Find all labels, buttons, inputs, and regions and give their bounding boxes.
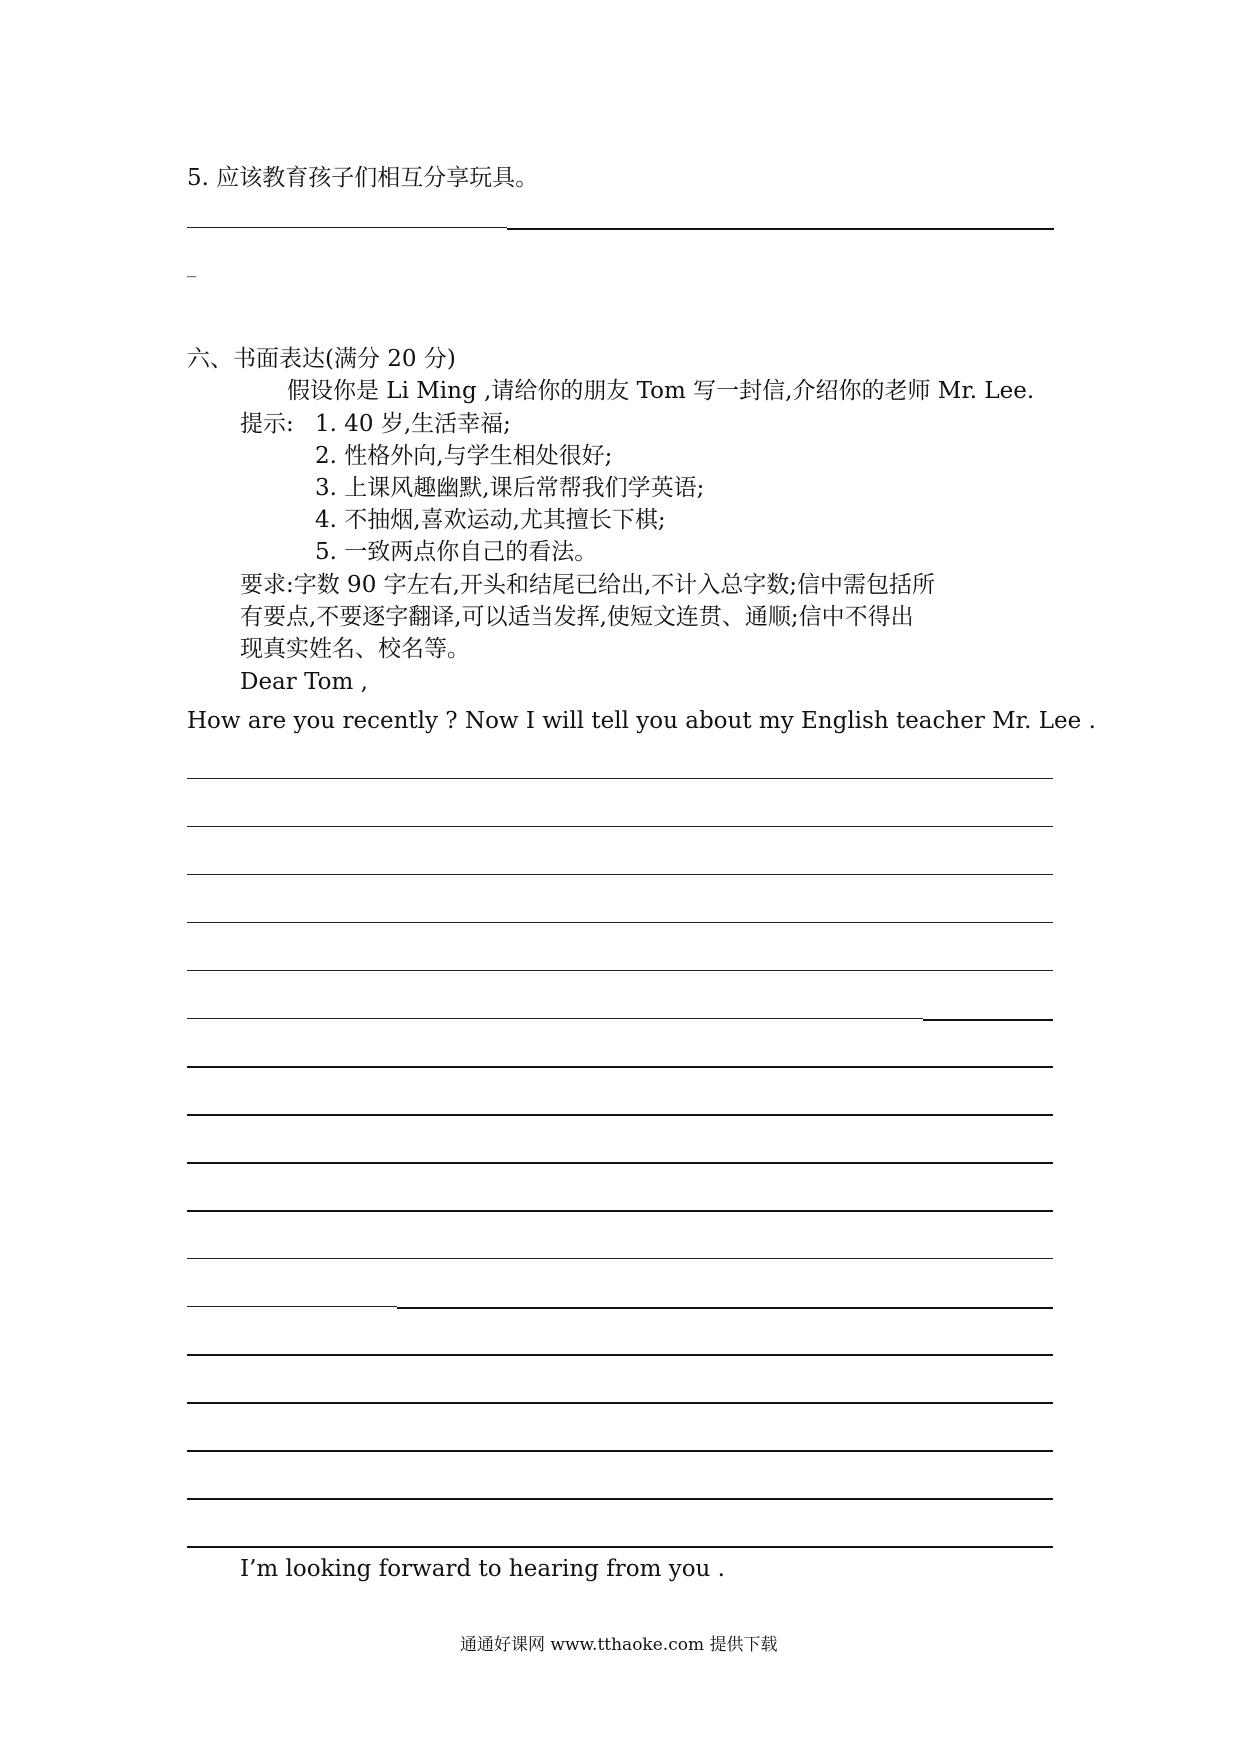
writing-line [187, 970, 1053, 971]
writing-line [187, 1354, 1053, 1356]
writing-line [187, 922, 1053, 923]
writing-line [187, 1162, 1053, 1164]
hint-1: 1. 40 岁,生活幸福; [315, 411, 511, 437]
writing-line [187, 1258, 1053, 1259]
writing-line [187, 1018, 923, 1019]
writing-line-segment [397, 1307, 1053, 1309]
item-5 [187, 163, 538, 193]
writing-line [187, 874, 1053, 875]
section-heading: 六、书面表达(满分 20 分) [187, 346, 456, 372]
answer-line-5b [507, 228, 1054, 230]
requirements-line-2: 有要点,不要逐字翻译,可以适当发挥,使短文连贯、通顺;信中不得出 [240, 604, 914, 630]
hint-5: 5. 一致两点你自己的看法。 [315, 539, 598, 565]
answer-line-5a [187, 227, 507, 228]
writing-line [187, 1498, 1053, 1500]
closing-sentence: I’m looking forward to hearing from you . [240, 1556, 725, 1582]
hints-label: 提示: [240, 411, 294, 437]
writing-line [187, 1306, 397, 1307]
writing-line [187, 826, 1053, 827]
writing-line [187, 1066, 1053, 1068]
salutation: Dear Tom , [240, 669, 368, 695]
writing-line [187, 1114, 1053, 1116]
writing-line [187, 1546, 1053, 1548]
writing-prompt: 假设你是 Li Ming ,请给你的朋友 Tom 写一封信,介绍你的老师 Mr. Lee. [287, 378, 1035, 404]
hint-3: 3. 上课风趣幽默,课后常帮我们学英语; [315, 475, 705, 501]
writing-line-segment [923, 1019, 1053, 1021]
writing-line [187, 1450, 1053, 1452]
stray-mark: _ [187, 257, 196, 278]
opening-sentence: How are you recently ? Now I will tell you about my English teacher Mr. Lee . [187, 708, 1096, 734]
footer-text: 通通好课网 www.tthaoke.com 提供下载 [460, 1635, 778, 1655]
writing-line [187, 778, 1053, 779]
requirements-line-3: 现真实姓名、校名等。 [240, 636, 470, 662]
hint-4: 4. 不抽烟,喜欢运动,尤其擅长下棋; [315, 507, 666, 533]
hint-2: 2. 性格外向,与学生相处很好; [315, 443, 613, 469]
writing-line [187, 1210, 1053, 1212]
item-5-text: 应该教育孩子们相互分享玩具。 [216, 165, 539, 191]
requirements-line-1: 要求:字数 90 字左右,开头和结尾已给出,不计入总字数;信中需包括所 [240, 572, 936, 598]
item-5-number: 5. [187, 165, 209, 191]
writing-line [187, 1402, 1053, 1404]
